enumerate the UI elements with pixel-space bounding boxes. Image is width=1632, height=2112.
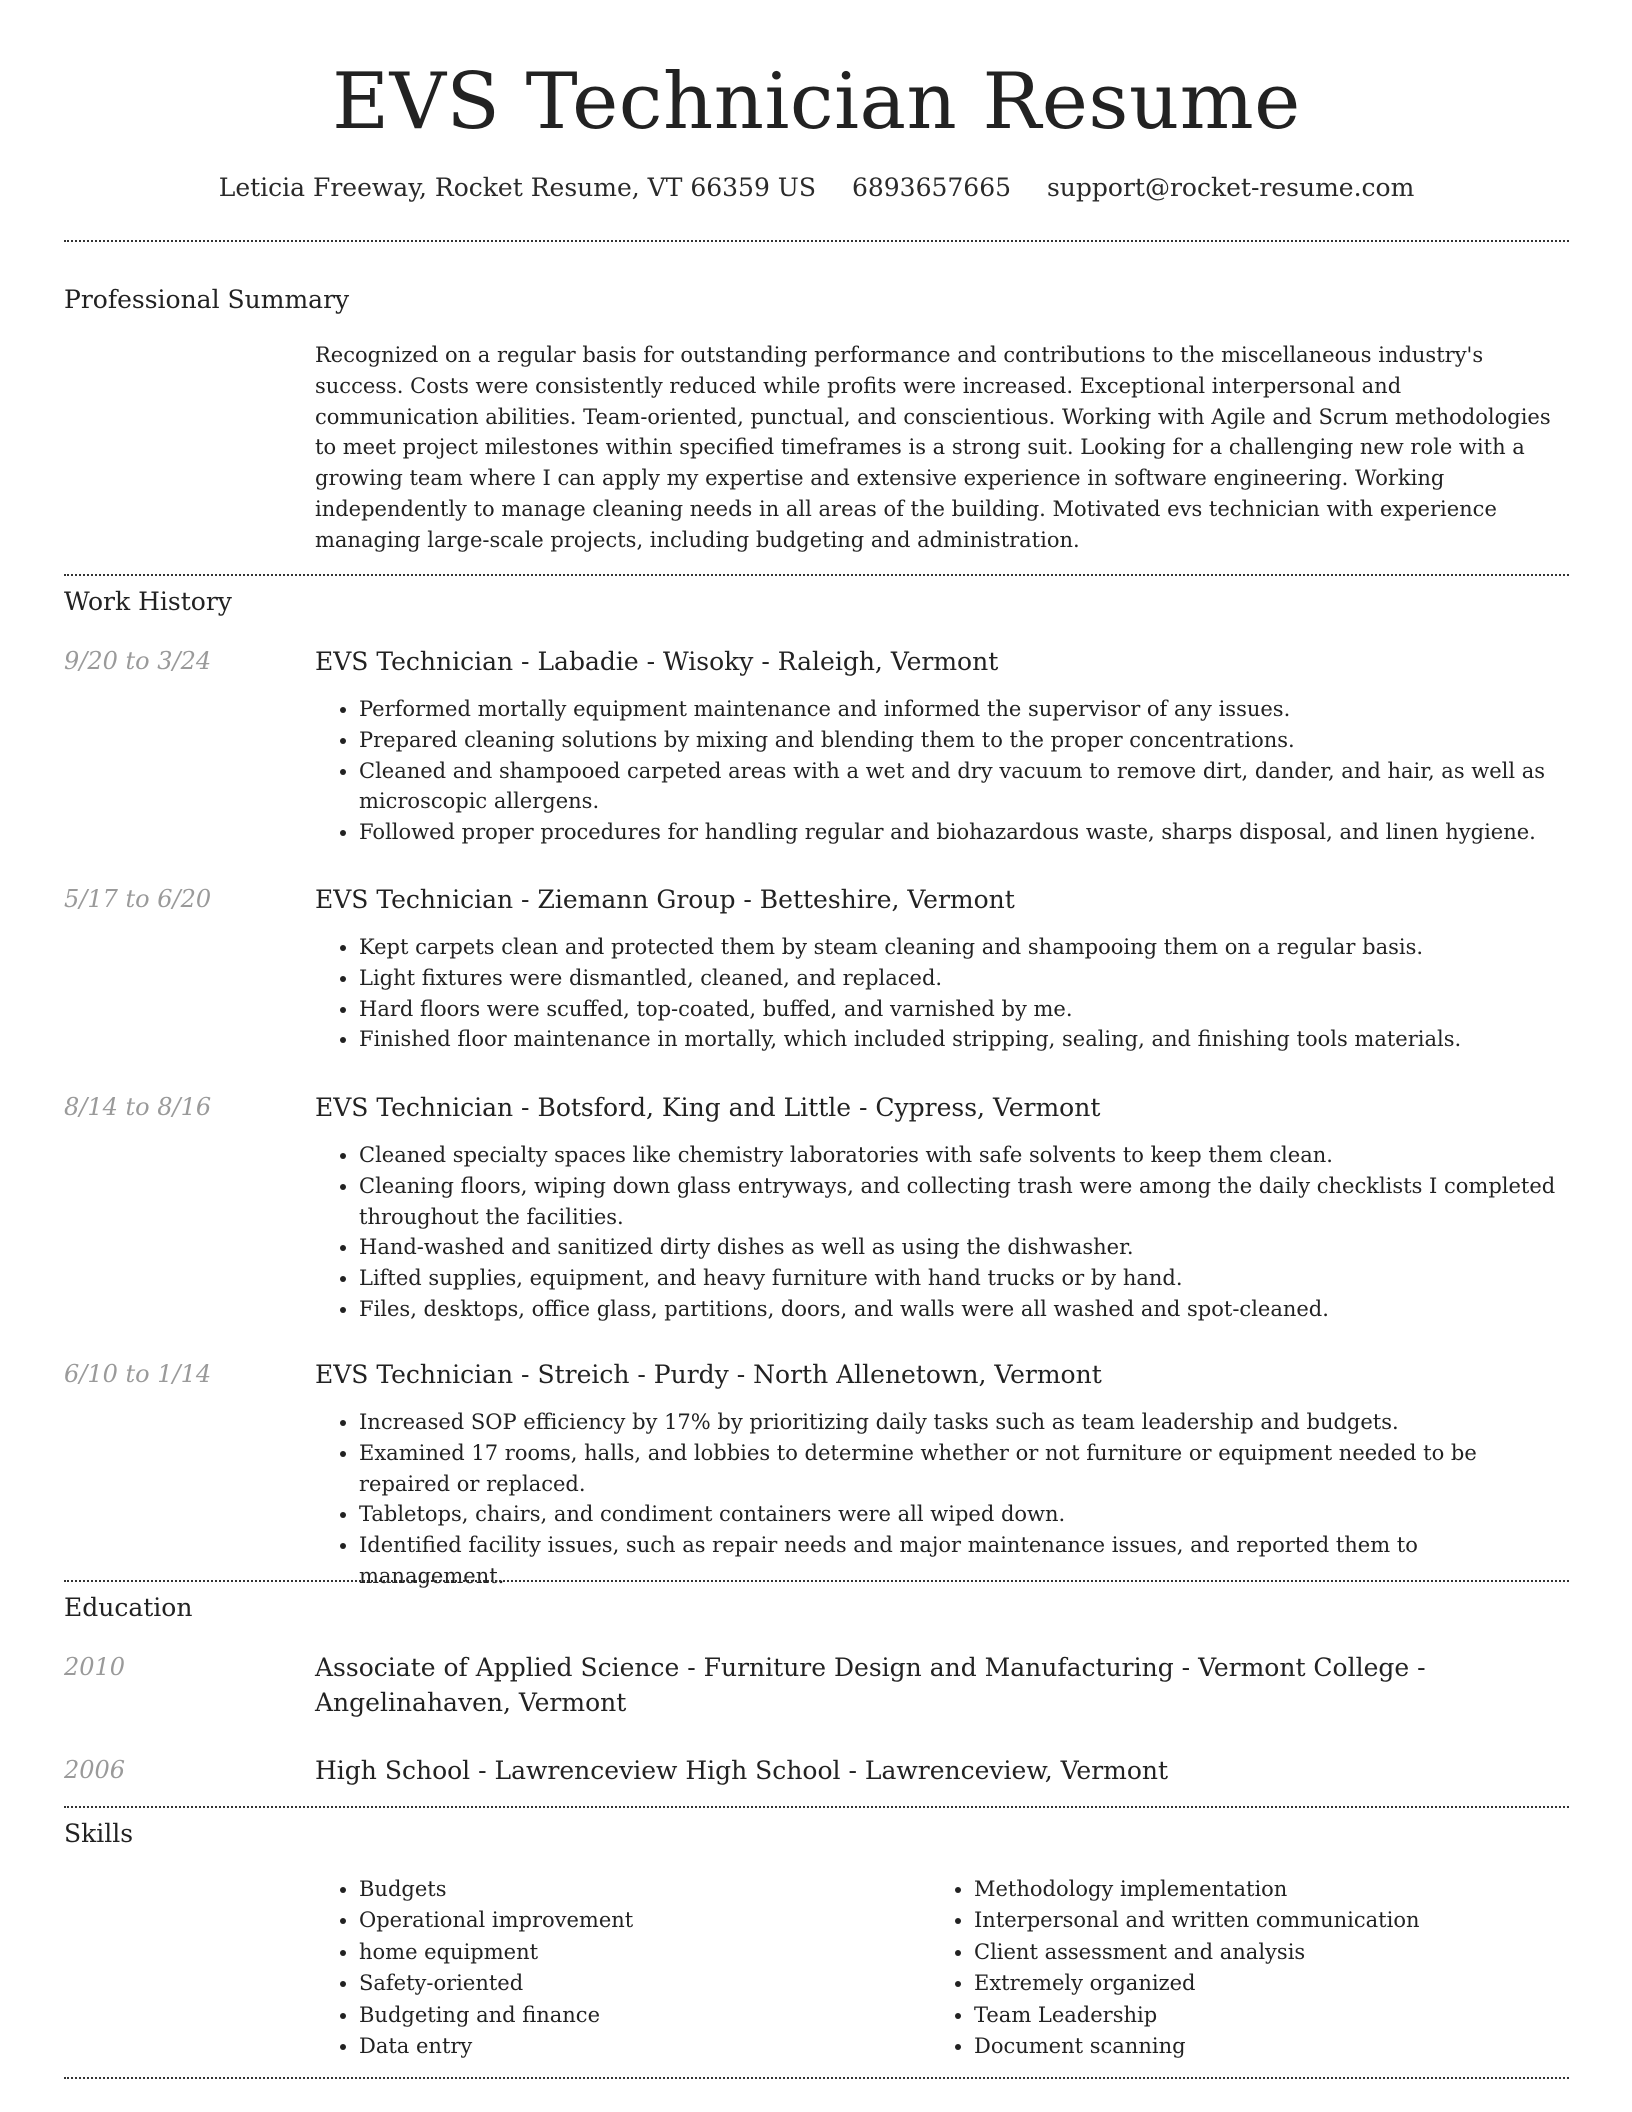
job-title: EVS Technician - Labadie - Wisoky - Raleigh, Vermont <box>315 647 999 676</box>
list-item: • Prepared cleaning solutions by mixing and blending them to the proper concentrations. <box>359 725 1569 756</box>
contact-phone: 6893657665 <box>851 173 1012 202</box>
job-title: EVS Technician - Ziemann Group - Betteshire, Vermont <box>315 885 1015 914</box>
job-bullets <box>315 932 1569 1055</box>
education-school: - Lawrenceview High School - Lawrenceview, Vermont <box>470 1756 1169 1785</box>
job-dates: 6/10 to 1/14 <box>64 1360 212 1388</box>
skill-item: • Safety-oriented <box>359 1968 929 1999</box>
list-item: • Hard floors were scuffed, top-coated, buffed, and varnished by me. <box>359 994 1569 1025</box>
summary-text: Recognized on a regular basis for outstanding performance and contributions to the miscellaneous industry's success. Costs were consistently reduced while profits were increased. Exceptional interpersonal and communication abilities. Team-oriented, punctual, and conscientious. Working with Agile and Scrum methodologies to meet project milestones within specified timeframes is a strong suit. Looking for a challenging new role with a growing team where I can apply my expertise and extensive experience in software engineering. Working independently to manage cleaning needs in all areas of the building. Motivated evs technician with experience managing large-scale projects, including budgeting and administration. <box>315 343 1551 552</box>
skill-item: • Operational improvement <box>359 1905 929 1936</box>
list-item: • Light fixtures were dismantled, cleaned, and replaced. <box>359 963 1569 994</box>
list-item: • Finished floor maintenance in mortally, which included stripping, sealing, and finishing tools materials. <box>359 1024 1569 1055</box>
education-school: - Vermont College - Angelinahaven, Vermont <box>315 1653 1426 1717</box>
education-heading: Education <box>64 1593 193 1622</box>
skill-item: • home equipment <box>359 1937 929 1968</box>
divider <box>64 2077 1569 2079</box>
job-title: EVS Technician - Botsford, King and Little - Cypress, Vermont <box>315 1093 1101 1122</box>
job-bullets <box>315 1140 1569 1325</box>
list-item: • Cleaned and shampooed carpeted areas with a wet and dry vacuum to remove dirt, dander, and hair, as well as microscopic allergens. <box>359 756 1569 818</box>
education-entry <box>315 1753 1569 1788</box>
education-year: 2010 <box>64 1653 126 1681</box>
skill-item: • Budgeting and finance <box>359 2000 929 2031</box>
skills-list-left <box>315 1874 929 2062</box>
skill-item: • Extremely organized <box>974 1968 1604 1999</box>
divider <box>64 1806 1569 1808</box>
list-item: • Kept carpets clean and protected them by steam cleaning and shampooing them on a regular basis. <box>359 932 1569 963</box>
education-degree: Associate of Applied Science - Furniture Design and Manufacturing <box>315 1653 1174 1682</box>
education-entry <box>315 1650 1569 1720</box>
job-dates: 5/17 to 6/20 <box>64 885 212 913</box>
job-title: EVS Technician - Streich - Purdy - North Allenetown, Vermont <box>315 1360 1102 1389</box>
skill-item: • Data entry <box>359 2031 929 2062</box>
divider <box>64 1580 1569 1582</box>
job-bullets <box>315 1407 1569 1592</box>
divider <box>64 574 1569 576</box>
job-dates: 8/14 to 8/16 <box>64 1093 212 1121</box>
divider <box>64 240 1569 242</box>
contact-email: support@rocket-resume.com <box>1046 173 1415 202</box>
list-item: • Increased SOP efficiency by 17% by prioritizing daily tasks such as team leadership and budgets. <box>359 1407 1569 1438</box>
list-item: • Lifted supplies, equipment, and heavy furniture with hand trucks or by hand. <box>359 1263 1569 1294</box>
education-year: 2006 <box>64 1756 126 1784</box>
skill-item: • Client assessment and analysis <box>974 1937 1604 1968</box>
skill-item: • Interpersonal and written communication <box>974 1905 1604 1936</box>
skill-item: • Methodology implementation <box>974 1874 1604 1905</box>
job-bullets <box>315 694 1569 848</box>
list-item: • Tabletops, chairs, and condiment containers were all wiped down. <box>359 1499 1569 1530</box>
list-item: • Performed mortally equipment maintenance and informed the supervisor of any issues. <box>359 694 1569 725</box>
page-title: EVS Technician Resume <box>332 57 1301 147</box>
contact-address: Leticia Freeway, Rocket Resume, VT 66359 US <box>218 173 816 202</box>
contact-line <box>64 170 1569 206</box>
list-item: • Identified facility issues, such as repair needs and major maintenance issues, and reported them to management. <box>359 1530 1569 1592</box>
skills-list-right <box>930 1874 1604 2062</box>
skill-item: • Document scanning <box>974 2031 1604 2062</box>
job-dates: 9/20 to 3/24 <box>64 647 212 675</box>
skills-heading: Skills <box>64 1819 134 1848</box>
list-item: • Files, desktops, office glass, partitions, doors, and walls were all washed and spot-cleaned. <box>359 1294 1569 1325</box>
summary-heading: Professional Summary <box>64 285 350 314</box>
list-item: • Cleaning floors, wiping down glass entryways, and collecting trash were among the daily checklists I completed throughout the facilities. <box>359 1171 1569 1233</box>
work-history-heading: Work History <box>64 587 232 616</box>
list-item: • Followed proper procedures for handling regular and biohazardous waste, sharps disposal, and linen hygiene. <box>359 817 1569 848</box>
skill-item: • Team Leadership <box>974 2000 1604 2031</box>
list-item: • Cleaned specialty spaces like chemistry laboratories with safe solvents to keep them clean. <box>359 1140 1569 1171</box>
list-item: • Examined 17 rooms, halls, and lobbies to determine whether or not furniture or equipment needed to be repaired or replaced. <box>359 1438 1569 1500</box>
skill-item: • Budgets <box>359 1874 929 1905</box>
education-degree: High School <box>315 1756 471 1785</box>
list-item: • Hand-washed and sanitized dirty dishes as well as using the dishwasher. <box>359 1232 1569 1263</box>
